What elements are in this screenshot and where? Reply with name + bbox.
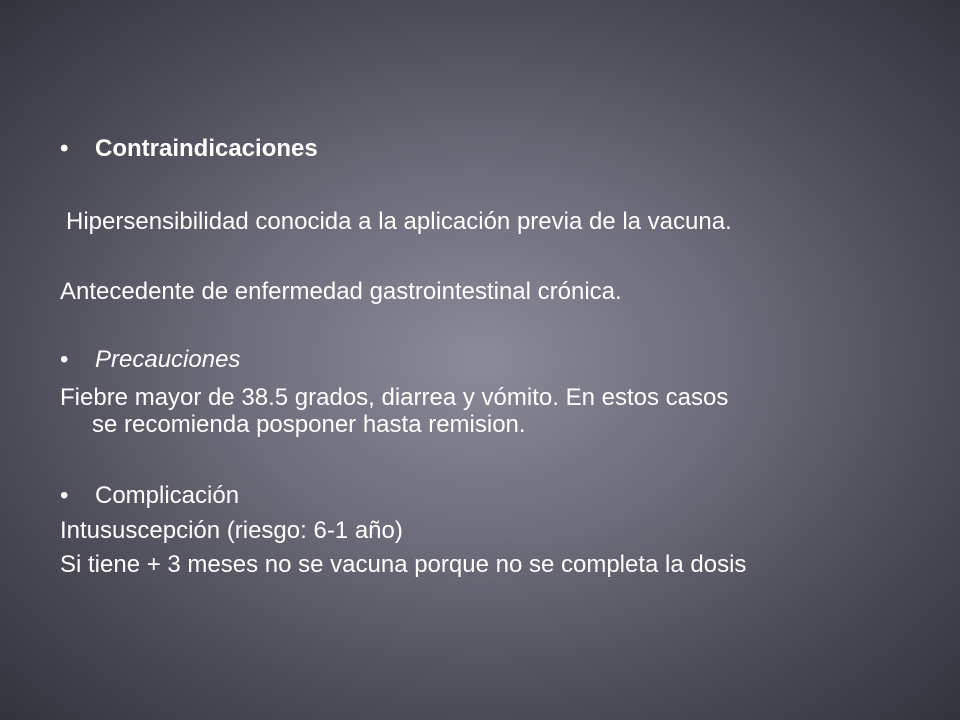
contraindication-item-2: Antecedente de enfermedad gastrointestinal crónica.: [60, 278, 622, 305]
bullet-icon: •: [60, 482, 69, 509]
complication-item-1: Intususcepción (riesgo: 6-1 año): [60, 517, 403, 544]
precautions-heading: Precauciones: [95, 346, 241, 373]
precautions-text-line-1: Fiebre mayor de 38.5 grados, diarrea y vómito. En estos casos: [60, 384, 729, 411]
bullet-icon: •: [60, 135, 69, 162]
precautions-text-line-2: se recomienda posponer hasta remision.: [92, 411, 526, 438]
complication-item-2: Si tiene + 3 meses no se vacuna porque no se completa la dosis: [60, 551, 747, 578]
contraindications-heading: Contraindicaciones: [95, 135, 318, 162]
bullet-icon: •: [60, 346, 69, 373]
complication-heading-row: [60, 483, 239, 509]
contraindications-heading-row: [60, 136, 318, 162]
precautions-heading-row: [60, 347, 240, 373]
contraindication-item-1: Hipersensibilidad conocida a la aplicación previa de la vacuna.: [66, 208, 732, 235]
complication-heading: Complicación: [95, 482, 240, 509]
